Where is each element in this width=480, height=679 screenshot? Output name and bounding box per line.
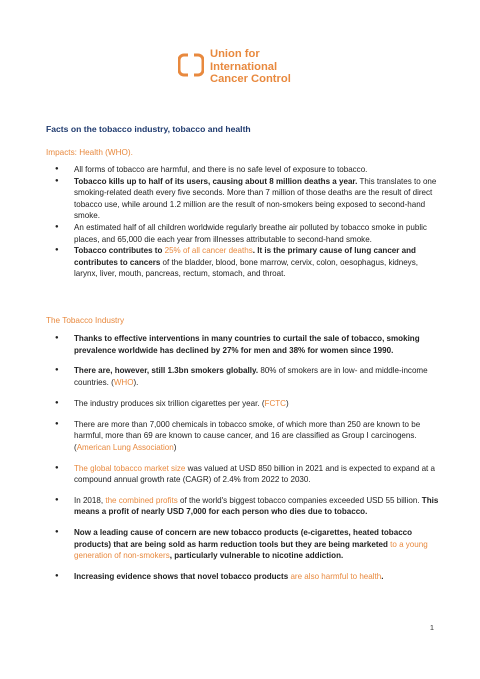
bullet-text: ). (133, 377, 139, 387)
bullet-item (46, 398, 442, 410)
bullet-item (46, 222, 442, 245)
bullet-text: There are, however, still 1.3bn smokers globally. (74, 366, 259, 376)
bullet-item (46, 571, 442, 583)
bullet-text: ) (285, 398, 289, 408)
reference-link[interactable]: American Lung Association (76, 442, 174, 452)
bullet-text: This means a profit of nearly USD 7,000 for each person who dies due to tobacco. (74, 495, 439, 517)
bullet-text: , particularly vulnerable to nicotine addiction. (169, 551, 344, 561)
bullet-text: Now a leading cause of concern are new tobacco products (e-cigarettes, heated tobacco products) that are being sold as harm reduction tools but they are being marketed (74, 528, 413, 549)
bullet-text: ) (173, 442, 177, 452)
bullet-item (46, 164, 442, 176)
uicc-logo (178, 48, 291, 86)
bullet-item (46, 176, 442, 222)
logo-line: International (210, 60, 278, 73)
bullet-text: There are more than 7,000 chemicals in tobacco smoke, of which more than 250 are known to be harmful, more than 69 are known to cause cancer, and 16 are classified as Group I carcinogens. ( (74, 419, 421, 452)
bullet-text: In 2018, (74, 495, 106, 505)
bullet-item (46, 495, 442, 518)
bullet-text: The industry produces six trillion cigarettes per year. ( (74, 398, 265, 408)
reference-link[interactable]: are also harmful to health (290, 572, 382, 582)
bullet-item (46, 527, 442, 562)
bullet-text: of the bladder, blood, bone marrow, cervix, colon, oesophagus, kidneys, larynx, liver, mouth, pancreas, rectum, stomach, and throat. (74, 257, 418, 279)
page-number: 1 (429, 623, 434, 632)
reference-link[interactable]: to a young generation of non-smokers (74, 539, 428, 561)
bullet-text: All forms of tobacco are harmful, and there is no safe level of exposure to tobacco. (74, 165, 368, 174)
reference-link[interactable]: FCTC (264, 398, 286, 408)
bullet-item (46, 333, 442, 356)
logo-line: Union for (210, 48, 260, 60)
logo-line: Cancer Control (210, 73, 291, 85)
bullet-item (46, 463, 442, 486)
bullet-text: of the world's biggest tobacco companies exceeded USD 55 billion. (177, 495, 422, 505)
uicc-logo-icon (178, 52, 204, 78)
bullet-item (46, 245, 442, 280)
bullet-item (46, 419, 442, 454)
reference-link[interactable]: WHO (113, 377, 134, 387)
reference-link[interactable]: the combined profits (105, 495, 178, 505)
industry-list (46, 333, 442, 592)
bullet-text: . (381, 572, 384, 582)
bullet-item (46, 365, 442, 388)
document-title: Facts on the tobacco industry, tobacco and health (46, 124, 251, 134)
bullet-text: This translates to one smoking-related death every five seconds. More than 7 million of those deaths are the result of direct tobacco use, while around 1.2 million are the result of non-smokers being exposed to second-hand smoke. (74, 176, 437, 221)
bullet-text: was valued at USD 850 billion in 2021 and is expected to expand at a compound annual growth rate (CAGR) of 2.4% from 2022 to 2030. (74, 463, 435, 485)
bullet-text: Tobacco contributes to (74, 246, 165, 256)
section-heading-impacts: Impacts: Health (WHO). (46, 148, 133, 157)
reference-link[interactable]: 25% of all cancer deaths (164, 246, 253, 256)
bullet-text: Thanks to effective interventions in many countries to curtail the sale of tobacco, smoking prevalence worldwide has declined by 27% for men and 38% for women since 1990. (74, 334, 420, 355)
section-heading-industry: The Tobacco Industry (46, 316, 125, 325)
bullet-text: Increasing evidence shows that novel tobacco products (74, 572, 291, 582)
impacts-list (46, 164, 442, 280)
bullet-text: An estimated half of all children worldwide regularly breathe air polluted by tobacco smoke in public places, and 65,000 die each year from illnesses attributable to second-hand smoke. (74, 222, 427, 244)
reference-link[interactable]: The global tobacco market size (74, 463, 186, 473)
bullet-text: . It is the primary cause of lung cancer and contributes to cancers (74, 246, 416, 267)
bullet-text: 80% of smokers are in low- and middle-income countries. ( (74, 366, 428, 387)
logo-text (210, 48, 291, 86)
bullet-text: Tobacco kills up to half of its users, causing about 8 million deaths a year. (74, 176, 358, 186)
